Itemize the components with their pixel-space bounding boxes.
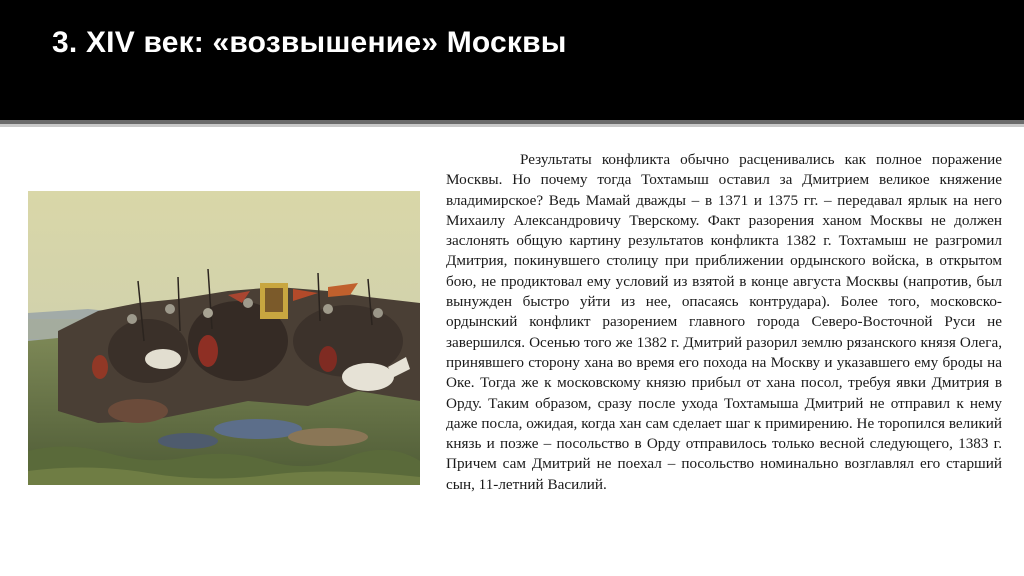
battle-painting: [28, 191, 420, 485]
title-bar: [0, 0, 1024, 120]
slide-title: 3. XIV век: «возвышение» Москвы: [52, 26, 567, 59]
body-paragraph: Результаты конфликта обычно расценивались как полное поражение Москвы. Но почему тогда Тохтамыш оставил за Дмитрием великое княжение владимирское? Ведь Мамай дважды – в 1371 и 1375 гг. – передавал ярлык на него Михаилу Александровичу Тверскому. Факт разорения ханом Москвы не должен заслонять общую картину результатов конфликта 1382 г. Тохтамыш не разгромил Дмитрия, покинувшего столицу при приближении ордынского войска, в открытом бою, не продиктовал ему условий из взятой в конце августа Москвы (напротив, был вынужден быстро уйти из нее, опасаясь контрудара). Более того, московско-ордынский конфликт разорением главного города Северо-Восточной Руси не завершился. Осенью того же 1382 г. Дмитрий разорил землю рязанского князя Олега, принявшего сторону хана во время его похода на Москву и указавшего ему броды на Оке. Тогда же к московскому князю прибыл от хана посол, требуя явки Дмитрия в Орду. Таким образом, сразу после ухода Тохтамыша Дмитрий не отправил к нему даже посла, ожидая, когда хан сам сделает шаг к примирению. Не торопился великий князь и позже – посольство в Орду отправилось только весной следующего, 1383 г. Причем сам Дмитрий не поехал – посольство номинально возглавлял его старший сын, 11-летний Василий.: [446, 151, 1002, 493]
header-divider-light: [0, 124, 1024, 127]
